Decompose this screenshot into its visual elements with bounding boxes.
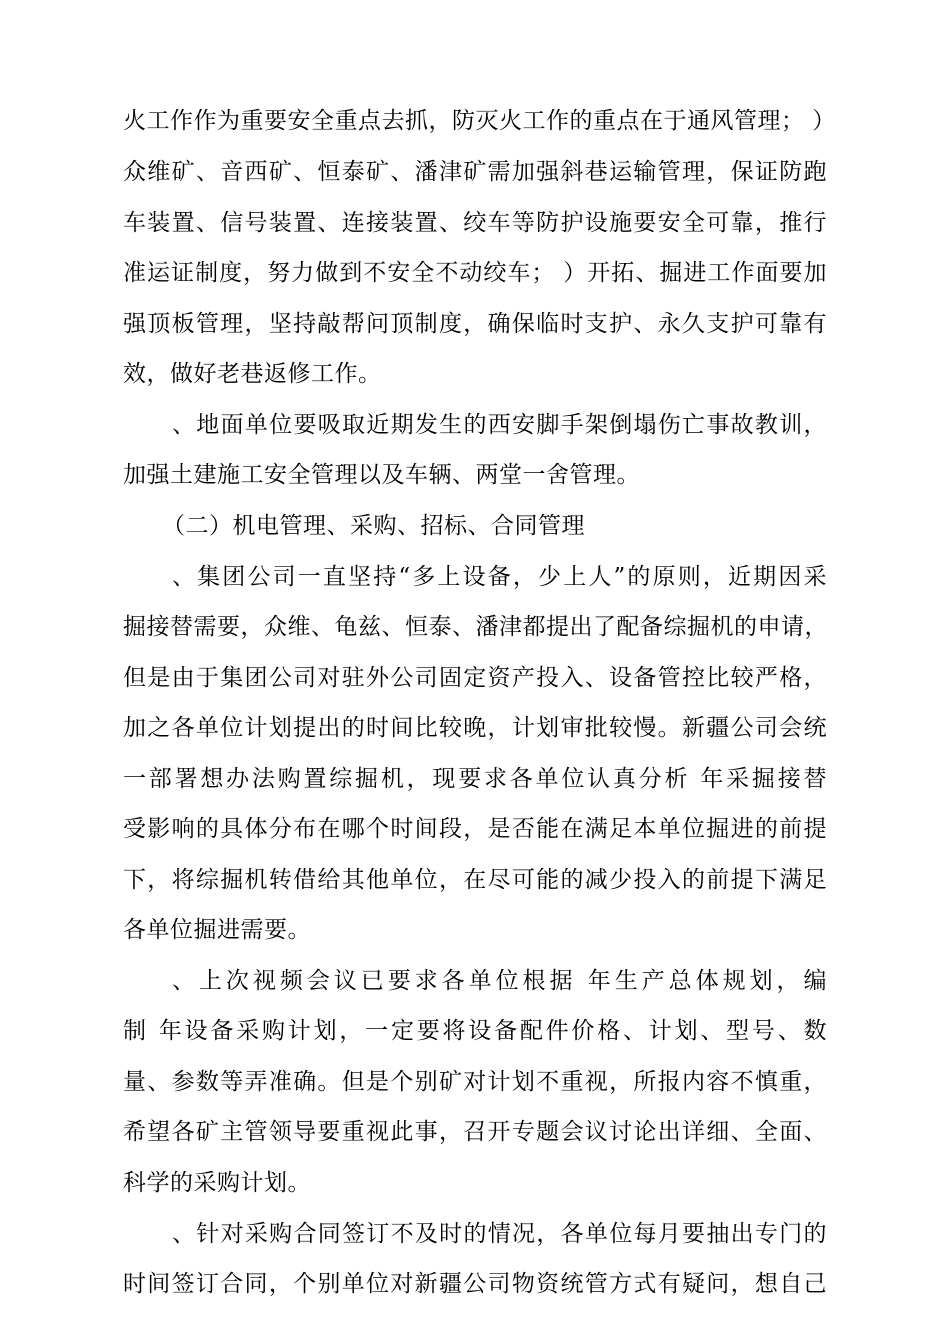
- paragraph-line: 强顶板管理，坚持敲帮问顶制度，确保临时支护、永久支护可靠有: [123, 311, 827, 337]
- paragraph-line: 加之各单位计划提出的时间比较晚，计划审批较慢。新疆公司会统: [123, 715, 827, 741]
- paragraph-line: 各单位掘进需要。: [123, 917, 311, 943]
- paragraph-line: 加强土建施工安全管理以及车辆、两堂一舍管理。: [123, 462, 640, 488]
- paragraph-line: 、地面单位要吸取近期发生的西安脚手架倒塌伤亡事故教训，: [172, 412, 827, 438]
- paragraph-line: 希望各矿主管领导要重视此事，召开专题会议讨论出详细、全面、: [123, 1119, 827, 1145]
- paragraph-line: 众维矿、音西矿、恒泰矿、潘津矿需加强斜巷运输管理，保证防跑: [123, 159, 827, 185]
- paragraph-line: 车装置、信号装置、连接装置、绞车等防护设施要安全可靠，推行: [123, 210, 827, 236]
- paragraph-line: 、集团公司一直坚持“多上设备，少上人”的原则，近期因采: [172, 564, 827, 590]
- paragraph-line: 效，做好老巷返修工作。: [123, 361, 382, 387]
- paragraph-line: 时间签订合同，个别单位对新疆公司物资统管方式有疑问，想自己: [123, 1271, 827, 1297]
- paragraph-line: 、针对采购合同签订不及时的情况，各单位每月要抽出专门的: [172, 1221, 827, 1247]
- paragraph-line: 一部署想办法购置综掘机，现要求各单位认真分析 年采掘接替: [123, 766, 827, 792]
- paragraph-line: 下，将综掘机转借给其他单位，在尽可能的减少投入的前提下满足: [123, 867, 827, 893]
- paragraph-line: 、上次视频会议已要求各单位根据 年生产总体规划，编: [172, 968, 827, 994]
- paragraph-line: 掘接替需要，众维、龟兹、恒泰、潘津都提出了配备综掘机的申请，: [123, 614, 828, 640]
- paragraph-line: 但是由于集团公司对驻外公司固定资产投入、设备管控比较严格，: [123, 665, 827, 691]
- paragraph-line: 准运证制度，努力做到不安全不动绞车； ）开拓、掘进工作面要加: [123, 260, 827, 286]
- section-heading: （二）机电管理、采购、招标、合同管理: [162, 513, 585, 539]
- paragraph-line: 科学的采购计划。: [123, 1170, 311, 1196]
- paragraph-line: 火工作作为重要安全重点去抓，防灭火工作的重点在于通风管理； ）: [123, 108, 836, 134]
- paragraph-line: 制 年设备采购计划，一定要将设备配件价格、计划、型号、数: [123, 1018, 827, 1044]
- paragraph-line: 量、参数等弄准确。但是个别矿对计划不重视，所报内容不慎重，: [123, 1069, 827, 1095]
- paragraph-line: 受影响的具体分布在哪个时间段，是否能在满足本单位掘进的前提: [123, 816, 827, 842]
